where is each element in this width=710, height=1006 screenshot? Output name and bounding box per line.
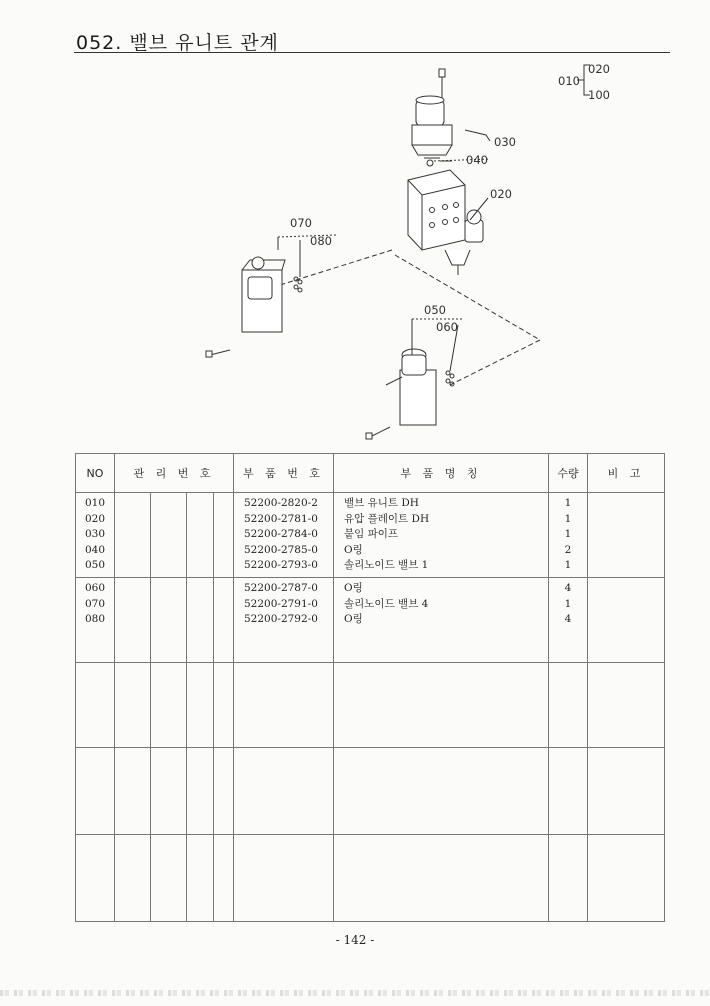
no-value: 030 — [84, 528, 106, 541]
quantity-value: 1 — [564, 497, 572, 509]
mgmt-cell — [214, 493, 234, 578]
table-row-group — [76, 493, 665, 578]
no-value: 040 — [84, 543, 106, 556]
part-number-value: 52200-2785-0 — [244, 543, 318, 556]
part-number-cell — [234, 578, 334, 663]
part-name-cell — [334, 493, 549, 578]
part-number-value: 52200-2784-0 — [244, 528, 318, 541]
quantity-value: 1 — [564, 597, 572, 610]
quantity-value: 4 — [564, 582, 572, 594]
solenoid-valve-1-drawing — [366, 349, 454, 439]
part-name-value: O링 — [344, 582, 363, 594]
remarks-cell — [588, 493, 665, 578]
callout-040: 040 — [466, 153, 488, 167]
table-row-group — [76, 578, 665, 663]
callout-020: 020 — [490, 187, 512, 201]
callout-080: 080 — [310, 234, 332, 248]
part-name-cell — [334, 578, 549, 663]
solenoid-valve-4-drawing — [206, 257, 302, 357]
no-value: 010 — [84, 497, 106, 509]
page-number: - 142 - — [335, 933, 375, 947]
callout-030: 030 — [494, 135, 516, 149]
mgmt-cell — [115, 493, 151, 578]
no-value: 060 — [84, 582, 106, 594]
mgmt-cell — [187, 578, 214, 663]
hydraulic-plate-drawing — [408, 170, 483, 275]
mgmt-cell — [214, 578, 234, 663]
no-value: 080 — [84, 613, 106, 626]
quantity-cell — [549, 578, 588, 663]
part-number-value: 52200-2793-0 — [244, 559, 318, 572]
quantity-value: 1 — [564, 559, 572, 572]
remarks-cell — [588, 578, 665, 663]
part-number-value: 52200-2792-0 — [244, 613, 318, 626]
callout-100: 100 — [588, 88, 610, 102]
quantity-cell — [549, 493, 588, 578]
mgmt-cell — [151, 493, 187, 578]
quantity-value: 1 — [564, 512, 572, 525]
no-value: 050 — [84, 559, 106, 572]
callout-020-top: 020 — [588, 62, 610, 76]
part-name-value: O링 — [344, 613, 363, 626]
callout-050: 050 — [424, 303, 446, 317]
quantity-value: 1 — [564, 528, 572, 541]
header-no: NO — [76, 454, 115, 493]
parts-table — [75, 453, 665, 922]
page-title: 052. 밸브 유니트 관계 — [76, 32, 279, 54]
callout-060: 060 — [436, 320, 458, 334]
part-name-value: 솔리노이드 밸브 1 — [344, 559, 429, 572]
header-quantity: 수량 — [549, 454, 588, 493]
table-row-group-empty — [76, 748, 665, 835]
table-header-row — [76, 454, 665, 493]
table-row-group-empty — [76, 663, 665, 748]
mgmt-cell — [187, 493, 214, 578]
exploded-parts-diagram — [190, 55, 630, 450]
no-value: 070 — [84, 597, 106, 610]
scan-edge-strip — [0, 990, 710, 996]
part-number-value: 52200-2820-2 — [244, 497, 318, 509]
quantity-value: 2 — [564, 543, 572, 556]
part-number-cell — [234, 493, 334, 578]
part-name-value: O링 — [344, 543, 363, 556]
valve-unit-drawing — [412, 69, 452, 166]
table-row-group-empty — [76, 835, 665, 922]
header-part-name: 부 품 명 칭 — [334, 454, 549, 493]
part-name-value: 솔리노이드 밸브 4 — [344, 597, 429, 610]
no-cell — [76, 578, 115, 663]
header-management-number: 관 리 번 호 — [115, 454, 234, 493]
header-part-number: 부 품 번 호 — [234, 454, 334, 493]
mgmt-cell — [115, 578, 151, 663]
no-value: 020 — [84, 512, 106, 525]
quantity-value: 4 — [564, 613, 572, 626]
callout-070: 070 — [290, 216, 312, 230]
part-number-value: 52200-2791-0 — [244, 597, 318, 610]
part-number-value: 52200-2781-0 — [244, 512, 318, 525]
no-cell — [76, 493, 115, 578]
part-number-value: 52200-2787-0 — [244, 582, 318, 594]
callout-010: 010 — [558, 74, 580, 88]
mgmt-cell — [151, 578, 187, 663]
part-name-value: 밸브 유니트 DH — [344, 497, 419, 509]
part-name-value: 붙임 파이프 — [344, 528, 399, 541]
part-name-value: 유압 플레이트 DH — [344, 512, 430, 525]
header-remarks: 비 고 — [588, 454, 665, 493]
title-rule — [74, 52, 670, 53]
